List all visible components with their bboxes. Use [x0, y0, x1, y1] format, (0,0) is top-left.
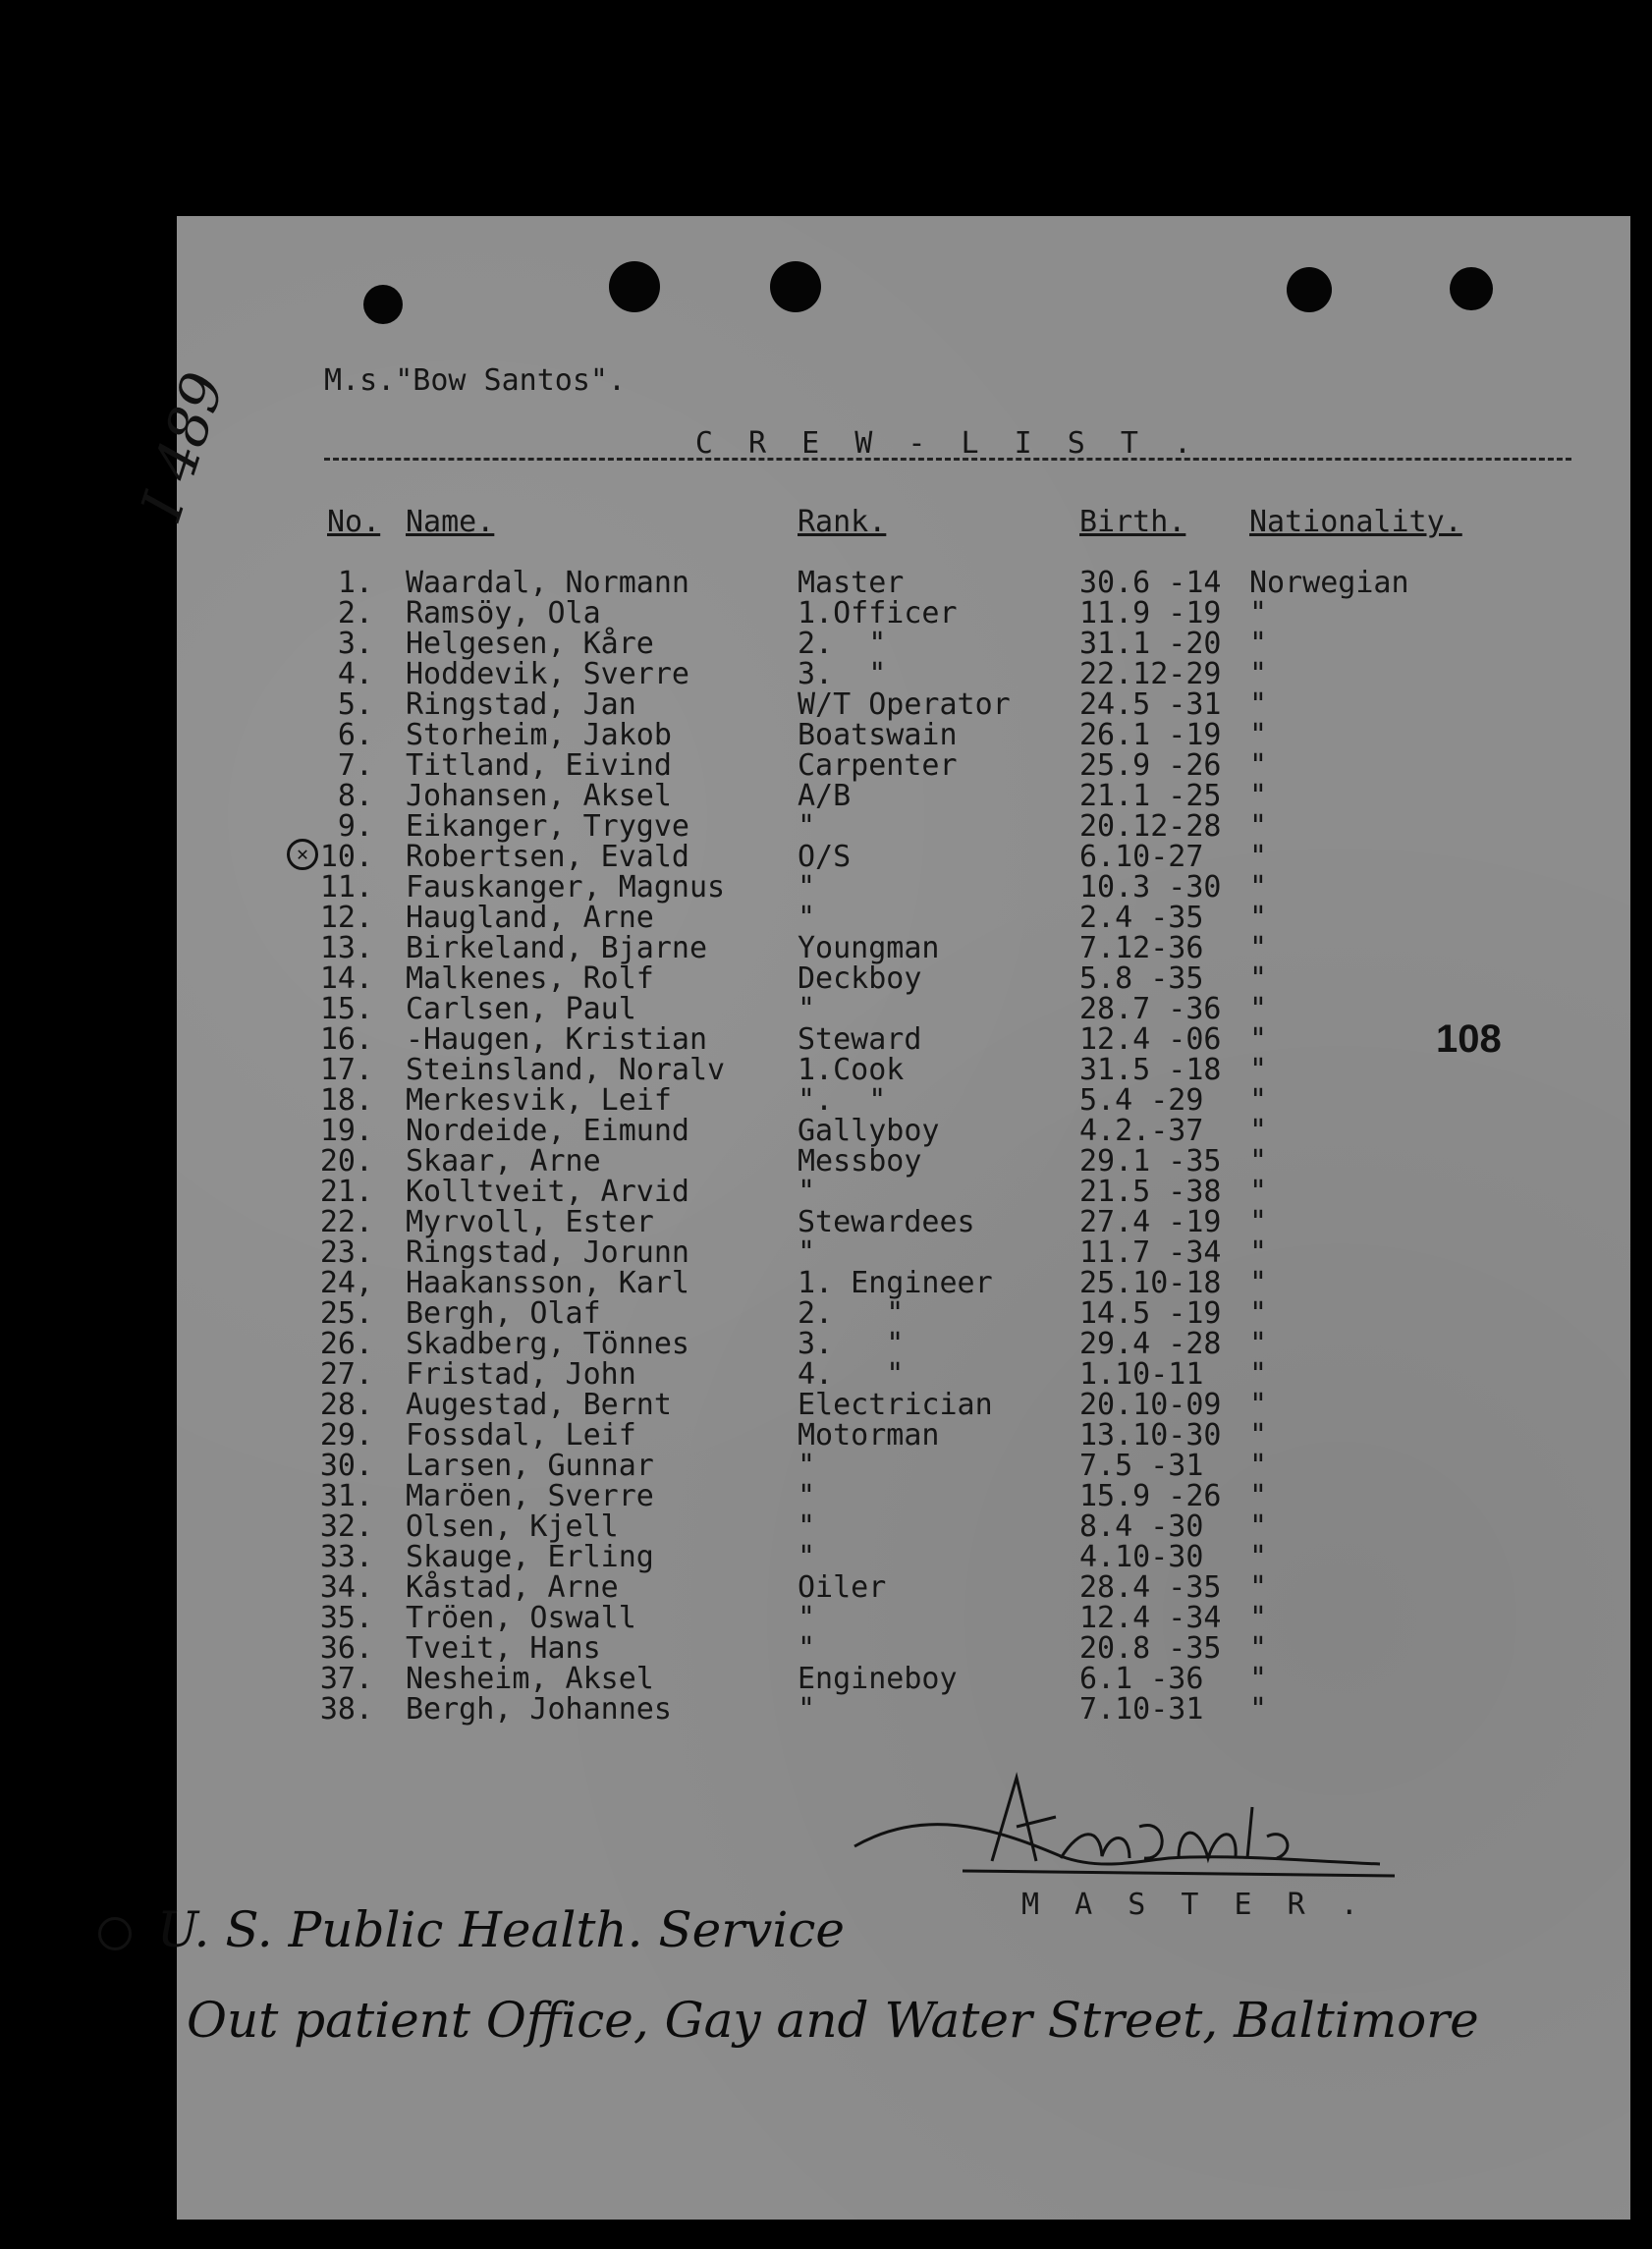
crew-name: Eikanger, Trygve: [406, 809, 689, 844]
crew-rank: Messboy: [798, 1144, 922, 1179]
crew-birth: 10.3 -30: [1079, 870, 1222, 905]
signature-label: M A S T E R .: [1021, 1888, 1367, 1922]
crew-nationality: ": [1249, 1235, 1268, 1270]
crew-rank: ": [798, 809, 816, 844]
crew-no: 6.: [337, 718, 373, 752]
crew-birth: 12.4 -06: [1079, 1022, 1222, 1057]
crew-list: [0, 568, 1652, 1725]
crew-rank: ". ": [798, 1083, 887, 1118]
crew-rank: Steward: [798, 1022, 922, 1057]
crew-name: Robertsen, Evald: [406, 840, 689, 874]
table-row: [0, 842, 1652, 872]
crew-rank: ": [798, 1540, 816, 1574]
crew-rank: O/S: [798, 840, 852, 874]
crew-nationality: Norwegian: [1249, 566, 1409, 600]
table-row: [0, 1572, 1652, 1603]
crew-name: Helgesen, Kåre: [406, 627, 654, 661]
crew-birth: 20.12-28: [1079, 809, 1222, 844]
crew-name: Birkeland, Bjarne: [406, 931, 708, 965]
crew-birth: 20.10-09: [1079, 1388, 1222, 1422]
crew-birth: 21.1 -25: [1079, 779, 1222, 813]
crew-nationality: ": [1249, 961, 1268, 996]
crew-nationality: ": [1249, 748, 1268, 783]
crew-birth: 27.4 -19: [1079, 1205, 1222, 1239]
crew-nationality: ": [1249, 718, 1268, 752]
table-row: [0, 1451, 1652, 1481]
crew-no: 33.: [319, 1540, 373, 1574]
crew-name: Olsen, Kjell: [406, 1509, 619, 1544]
crew-name: Hoddevik, Sverre: [406, 657, 689, 691]
table-row: [0, 1177, 1652, 1207]
crew-name: Kolltveit, Arvid: [406, 1175, 689, 1209]
crew-name: Fauskanger, Magnus: [406, 870, 726, 905]
crew-nationality: ": [1249, 1692, 1268, 1727]
crew-birth: 12.4 -34: [1079, 1601, 1222, 1635]
table-row: [0, 720, 1652, 750]
table-row: [0, 1024, 1652, 1055]
table-row: [0, 1146, 1652, 1177]
crew-name: Haakansson, Karl: [406, 1266, 689, 1300]
crew-birth: 1.10-11: [1079, 1357, 1204, 1392]
crew-name: Skadberg, Tönnes: [406, 1327, 689, 1361]
crew-no: 22.: [319, 1205, 373, 1239]
crew-birth: 6.1 -36: [1079, 1662, 1204, 1696]
table-row: [0, 1664, 1652, 1694]
crew-nationality: ": [1249, 657, 1268, 691]
crew-name: Titland, Eivind: [406, 748, 672, 783]
crew-nationality: ": [1249, 1479, 1268, 1513]
crew-nationality: ": [1249, 1205, 1268, 1239]
table-row: [0, 903, 1652, 933]
table-row: [0, 1207, 1652, 1237]
handwritten-note-line-2: Out patient Office, Gay and Water Street, Baltimore: [187, 1992, 1479, 2049]
table-row: [0, 1237, 1652, 1268]
table-row: [0, 872, 1652, 903]
table-row: [0, 781, 1652, 811]
crew-no: 37.: [319, 1662, 373, 1696]
crew-rank: Stewardees: [798, 1205, 975, 1239]
crew-rank: Motorman: [798, 1418, 940, 1453]
crew-rank: ": [798, 1235, 816, 1270]
crew-name: Nordeide, Eimund: [406, 1114, 689, 1148]
crew-rank: ": [798, 1631, 816, 1666]
crew-no: 24,: [319, 1266, 373, 1300]
crew-rank: ": [798, 870, 816, 905]
crew-birth: 28.4 -35: [1079, 1570, 1222, 1605]
table-row: [0, 811, 1652, 842]
crew-nationality: ": [1249, 1296, 1268, 1331]
circled-x-mark-icon: ✕: [98, 1917, 132, 1950]
crew-rank: ": [798, 1692, 816, 1727]
crew-no: 35.: [319, 1601, 373, 1635]
table-row: [0, 933, 1652, 963]
title-rule: [324, 458, 1571, 461]
crew-name: -Haugen, Kristian: [406, 1022, 708, 1057]
crew-no: 3.: [337, 627, 373, 661]
crew-no: 28.: [319, 1388, 373, 1422]
crew-no: 16.: [319, 1022, 373, 1057]
crew-name: Bergh, Olaf: [406, 1296, 601, 1331]
table-row: [0, 1329, 1652, 1359]
crew-name: Steinsland, Noralv: [406, 1053, 726, 1087]
crew-nationality: ": [1249, 1327, 1268, 1361]
table-row: [0, 659, 1652, 689]
crew-birth: 31.5 -18: [1079, 1053, 1222, 1087]
crew-no: 17.: [319, 1053, 373, 1087]
table-row: [0, 1542, 1652, 1572]
crew-nationality: ": [1249, 1083, 1268, 1118]
crew-name: Tröen, Oswall: [406, 1601, 636, 1635]
crew-nationality: ": [1249, 1388, 1268, 1422]
crew-name: Waardal, Normann: [406, 566, 689, 600]
crew-no: 36.: [319, 1631, 373, 1666]
crew-rank: 3. ": [798, 1327, 905, 1361]
crew-rank: ": [798, 1175, 816, 1209]
crew-nationality: ": [1249, 1601, 1268, 1635]
crew-no: 9.: [337, 809, 373, 844]
crew-no: 12.: [319, 901, 373, 935]
header-name: Name.: [406, 505, 495, 539]
punch-hole: [1287, 267, 1332, 312]
crew-no: 23.: [319, 1235, 373, 1270]
crew-name: Haugland, Arne: [406, 901, 654, 935]
crew-rank: Youngman: [798, 931, 940, 965]
crew-birth: 5.4 -29: [1079, 1083, 1204, 1118]
crew-birth: 21.5 -38: [1079, 1175, 1222, 1209]
table-row: [0, 963, 1652, 994]
table-row: [0, 750, 1652, 781]
crew-rank: Electrician: [798, 1388, 993, 1422]
crew-birth: 4.2.-37: [1079, 1114, 1204, 1148]
crew-name: Fossdal, Leif: [406, 1418, 636, 1453]
table-row: [0, 1420, 1652, 1451]
crew-birth: 7.10-31: [1079, 1692, 1204, 1727]
table-row: [0, 1298, 1652, 1329]
crew-nationality: ": [1249, 901, 1268, 935]
crew-no: 34.: [319, 1570, 373, 1605]
crew-name: Augestad, Bernt: [406, 1388, 672, 1422]
table-row: [0, 994, 1652, 1024]
table-row: [0, 629, 1652, 659]
crew-no: 27.: [319, 1357, 373, 1392]
crew-rank: 1.Cook: [798, 1053, 905, 1087]
table-row: [0, 1116, 1652, 1146]
crew-no: 15.: [319, 992, 373, 1026]
table-row: [0, 1481, 1652, 1511]
crew-rank: Master: [798, 566, 905, 600]
crew-birth: 29.4 -28: [1079, 1327, 1222, 1361]
crew-no: 8.: [337, 779, 373, 813]
crew-birth: 14.5 -19: [1079, 1296, 1222, 1331]
crew-nationality: ": [1249, 840, 1268, 874]
crew-birth: 31.1 -20: [1079, 627, 1222, 661]
table-row: [0, 1390, 1652, 1420]
crew-birth: 26.1 -19: [1079, 718, 1222, 752]
crew-rank: Engineboy: [798, 1662, 958, 1696]
crew-name: Merkesvik, Leif: [406, 1083, 672, 1118]
crew-nationality: ": [1249, 1357, 1268, 1392]
crew-no: 38.: [319, 1692, 373, 1727]
crew-name: Kåstad, Arne: [406, 1570, 619, 1605]
page-title: C R E W - L I S T .: [694, 426, 1201, 461]
crew-nationality: ": [1249, 1449, 1268, 1483]
crew-birth: 22.12-29: [1079, 657, 1222, 691]
crew-no: 29.: [319, 1418, 373, 1453]
file-number: I 489: [128, 364, 238, 527]
crew-no: 14.: [319, 961, 373, 996]
table-row: [0, 1359, 1652, 1390]
crew-birth: 11.7 -34: [1079, 1235, 1222, 1270]
crew-birth: 25.10-18: [1079, 1266, 1222, 1300]
crew-no: 13.: [319, 931, 373, 965]
circled-x-mark-icon: ✕: [287, 839, 318, 870]
crew-no: 11.: [319, 870, 373, 905]
punch-hole: [609, 261, 660, 312]
crew-name: Storheim, Jakob: [406, 718, 672, 752]
crew-nationality: ": [1249, 1053, 1268, 1087]
crew-no: 26.: [319, 1327, 373, 1361]
crew-rank: Oiler: [798, 1570, 887, 1605]
crew-rank: ": [798, 1449, 816, 1483]
crew-birth: 28.7 -36: [1079, 992, 1222, 1026]
crew-birth: 8.4 -30: [1079, 1509, 1204, 1544]
crew-birth: 15.9 -26: [1079, 1479, 1222, 1513]
crew-no: 7.: [337, 748, 373, 783]
crew-nationality: ": [1249, 687, 1268, 722]
crew-no: 31.: [319, 1479, 373, 1513]
crew-rank: ": [798, 1601, 816, 1635]
crew-rank: 3. ": [798, 657, 887, 691]
crew-birth: 20.8 -35: [1079, 1631, 1222, 1666]
crew-birth: 6.10-27: [1079, 840, 1204, 874]
crew-nationality: ": [1249, 1175, 1268, 1209]
crew-rank: 1. Engineer: [798, 1266, 993, 1300]
header-birth: Birth.: [1079, 505, 1186, 539]
crew-birth: 4.10-30: [1079, 1540, 1204, 1574]
crew-rank: 4. ": [798, 1357, 905, 1392]
table-row: [0, 1511, 1652, 1542]
table-row: [0, 1694, 1652, 1725]
crew-name: Malkenes, Rolf: [406, 961, 654, 996]
master-signature: [845, 1768, 1395, 1895]
crew-name: Fristad, John: [406, 1357, 636, 1392]
crew-no: 32.: [319, 1509, 373, 1544]
crew-birth: 25.9 -26: [1079, 748, 1222, 783]
crew-nationality: ": [1249, 627, 1268, 661]
crew-no: 1.: [337, 566, 373, 600]
crew-name: Ringstad, Jan: [406, 687, 636, 722]
crew-name: Maröen, Sverre: [406, 1479, 654, 1513]
crew-name: Ringstad, Jorunn: [406, 1235, 689, 1270]
crew-birth: 24.5 -31: [1079, 687, 1222, 722]
table-row: [0, 689, 1652, 720]
header-rank: Rank.: [798, 505, 887, 539]
crew-birth: 2.4 -35: [1079, 901, 1204, 935]
vessel-name: M.s."Bow Santos".: [324, 363, 627, 398]
table-row: [0, 1603, 1652, 1633]
table-row: [0, 1268, 1652, 1298]
crew-no: 2.: [337, 596, 373, 631]
crew-name: Tveit, Hans: [406, 1631, 601, 1666]
crew-rank: 2. ": [798, 1296, 905, 1331]
crew-rank: 1.Officer: [798, 596, 958, 631]
crew-name: Larsen, Gunnar: [406, 1449, 654, 1483]
crew-birth: 30.6 -14: [1079, 566, 1222, 600]
crew-nationality: ": [1249, 1022, 1268, 1057]
crew-rank: 2. ": [798, 627, 887, 661]
punch-hole: [1450, 267, 1493, 310]
crew-name: Nesheim, Aksel: [406, 1662, 654, 1696]
crew-nationality: ": [1249, 779, 1268, 813]
table-row: [0, 1055, 1652, 1085]
crew-name: Bergh, Johannes: [406, 1692, 672, 1727]
crew-nationality: ": [1249, 1114, 1268, 1148]
crew-nationality: ": [1249, 1144, 1268, 1179]
crew-rank: Gallyboy: [798, 1114, 940, 1148]
crew-birth: 29.1 -35: [1079, 1144, 1222, 1179]
crew-birth: 13.10-30: [1079, 1418, 1222, 1453]
crew-nationality: ": [1249, 1570, 1268, 1605]
crew-no: 30.: [319, 1449, 373, 1483]
crew-nationality: ": [1249, 870, 1268, 905]
crew-name: Myrvoll, Ester: [406, 1205, 654, 1239]
handwritten-note-line-1: U. S. Public Health. Service: [157, 1901, 845, 1958]
crew-no: 18.: [319, 1083, 373, 1118]
punch-hole: [363, 285, 403, 324]
header-nationality: Nationality.: [1249, 505, 1462, 539]
crew-birth: 11.9 -19: [1079, 596, 1222, 631]
crew-nationality: ": [1249, 931, 1268, 965]
crew-name: Skaar, Arne: [406, 1144, 601, 1179]
crew-nationality: ": [1249, 1418, 1268, 1453]
crew-birth: 7.5 -31: [1079, 1449, 1204, 1483]
crew-name: Johansen, Aksel: [406, 779, 672, 813]
crew-rank: Boatswain: [798, 718, 958, 752]
punch-hole: [770, 261, 821, 312]
table-row: [0, 1633, 1652, 1664]
crew-rank: ": [798, 1479, 816, 1513]
crew-nationality: ": [1249, 1662, 1268, 1696]
crew-no: 20.: [319, 1144, 373, 1179]
crew-rank: ": [798, 1509, 816, 1544]
crew-rank: W/T Operator: [798, 687, 1011, 722]
table-row: [0, 598, 1652, 629]
crew-nationality: ": [1249, 809, 1268, 844]
header-no: No.: [327, 505, 381, 539]
crew-name: Ramsöy, Ola: [406, 596, 601, 631]
crew-rank: ": [798, 901, 816, 935]
crew-no: 5.: [337, 687, 373, 722]
crew-name: Skauge, Erling: [406, 1540, 654, 1574]
crew-no: 4.: [337, 657, 373, 691]
crew-birth: 5.8 -35: [1079, 961, 1204, 996]
table-row: [0, 1085, 1652, 1116]
crew-nationality: ": [1249, 1509, 1268, 1544]
crew-rank: Deckboy: [798, 961, 922, 996]
crew-no: 21.: [319, 1175, 373, 1209]
page-number: 108: [1436, 1017, 1502, 1061]
crew-rank: ": [798, 992, 816, 1026]
crew-rank: A/B: [798, 779, 852, 813]
crew-name: Carlsen, Paul: [406, 992, 636, 1026]
crew-nationality: ": [1249, 1631, 1268, 1666]
crew-nationality: ": [1249, 1540, 1268, 1574]
crew-rank: Carpenter: [798, 748, 958, 783]
crew-nationality: ": [1249, 1266, 1268, 1300]
crew-no: 10.: [319, 840, 373, 874]
table-row: [0, 568, 1652, 598]
crew-nationality: ": [1249, 596, 1268, 631]
crew-nationality: ": [1249, 992, 1268, 1026]
crew-birth: 7.12-36: [1079, 931, 1204, 965]
crew-no: 25.: [319, 1296, 373, 1331]
crew-no: 19.: [319, 1114, 373, 1148]
